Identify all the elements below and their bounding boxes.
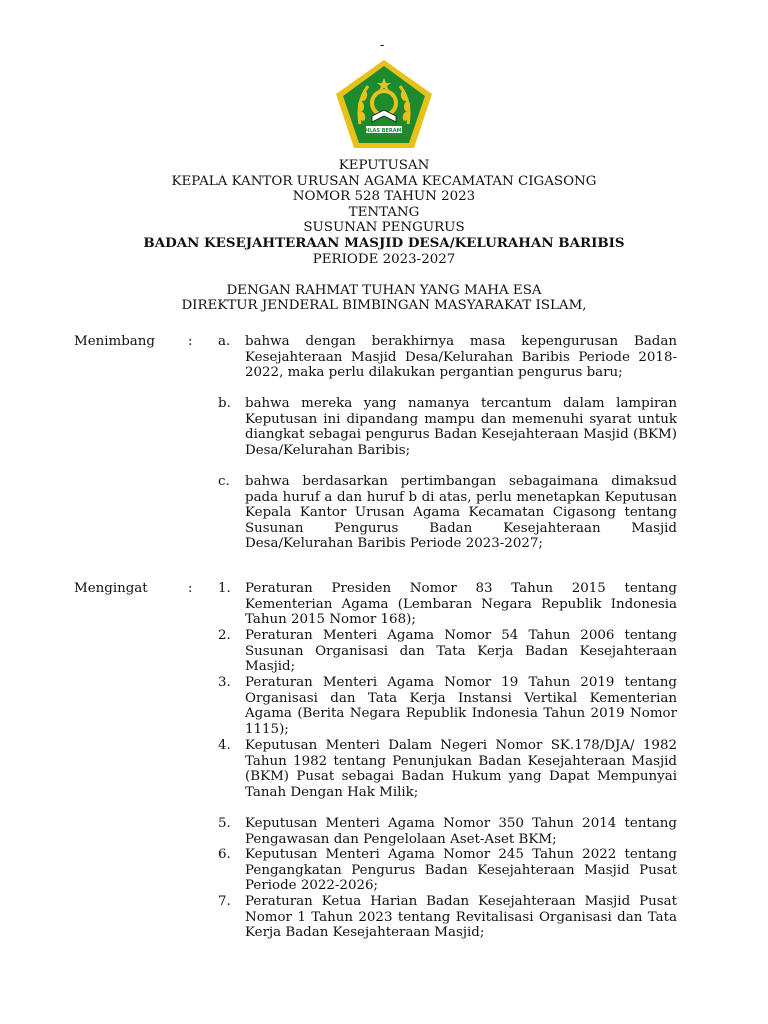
list-text: Keputusan Menteri Agama Nomor 350 Tahun 2014 tentang Pengawasan dan Pengelolaan Aset-Aset BKM; — [245, 816, 677, 847]
period: PERIODE 2023-2027 — [312, 251, 456, 267]
section-colon: : — [188, 581, 193, 596]
decree-number: NOMOR 528 TAHUN 2023 — [292, 189, 476, 205]
svg-text:IKHLAS BERAMAL: IKHLAS BERAMAL — [359, 128, 409, 134]
list-marker: b. — [218, 396, 231, 411]
list-text: Keputusan Menteri Dalam Negeri Nomor SK.178/DJA/ 1982 Tahun 1982 tentang Penunjukan Badan Kesejahteraan Masjid (BKM) Pusat sebagai Badan Hukum yang Dapat Mempunyai Tanah Dengan Hak Milik; — [245, 738, 677, 800]
top-mark: - — [380, 38, 385, 53]
decree-subject: SUSUNAN PENGURUS — [303, 220, 465, 236]
blessing-line: DENGAN RAHMAT TUHAN YANG MAHA ESA — [226, 282, 542, 298]
about-label: TENTANG — [348, 204, 420, 220]
list-text: Peraturan Presiden Nomor 83 Tahun 2015 tentang Kementerian Agama (Lembaran Negara Republik Indonesia Tahun 2015 Nomor 168); — [245, 581, 677, 628]
list-marker: a. — [218, 334, 231, 349]
list-marker: 7. — [218, 894, 231, 909]
issuing-office: KEPALA KANTOR URUSAN AGAMA KECAMATAN CIGASONG — [171, 173, 597, 189]
document-title: KEPUTUSAN — [338, 158, 430, 173]
list-marker: c. — [218, 474, 230, 489]
list-text: Peraturan Menteri Agama Nomor 19 Tahun 2019 tentang Organisasi dan Tata Kerja Instansi Vertikal Kementerian Agama (Berita Negara Republik Indonesia Tahun 2019 Nomor 1115); — [245, 675, 677, 737]
document-header — [0, 158, 768, 314]
section-label: Mengingat — [74, 581, 148, 596]
section-label: Menimbang — [74, 334, 155, 349]
list-text: bahwa dengan berakhirnya masa kepengurusan Badan Kesejahteraan Masjid Desa/Kelurahan Baribis Periode 2018-2022, maka perlu dilakukan pergantian pengurus baru; — [245, 334, 677, 381]
list-text: Peraturan Menteri Agama Nomor 54 Tahun 2006 tentang Susunan Organisasi dan Tata Kerja Badan Kesejahteraan Masjid; — [245, 628, 677, 675]
list-marker: 6. — [218, 847, 231, 862]
list-text: Keputusan Menteri Agama Nomor 245 Tahun 2022 tentang Pengangkatan Pengurus Badan Kesejahteraan Masjid Pusat Periode 2022-2026; — [245, 847, 677, 894]
list-text: bahwa mereka yang namanya tercantum dalam lampiran Keputusan ini dipandang mampu dan memenuhi syarat untuk diangkat sebagai pengurus Badan Kesejahteraan Masjid (BKM) Desa/Kelurahan Baribis; — [245, 396, 677, 458]
ministry-emblem-logo — [334, 58, 434, 150]
list-text: Peraturan Ketua Harian Badan Kesejahteraan Masjid Pusat Nomor 1 Tahun 2023 tentang Revitalisasi Organisasi dan Tata Kerja Badan Kesejahteraan Masjid; — [245, 894, 677, 941]
section-colon: : — [188, 334, 193, 349]
list-text: bahwa berdasarkan pertimbangan sebagaimana dimaksud pada huruf a dan huruf b di atas, perlu menetapkan Keputusan Kepala Kantor Urusan Agama Kecamatan Cigasong tentang Susunan Pengurus Badan Kesejahteraan Masjid Desa/Kelurahan Baribis Periode 2023-2027; — [245, 474, 677, 552]
list-marker: 1. — [218, 581, 231, 596]
list-marker: 5. — [218, 816, 231, 831]
issuing-official: DIREKTUR JENDERAL BIMBINGAN MASYARAKAT ISLAM, — [181, 298, 587, 314]
list-marker: 3. — [218, 675, 231, 690]
list-marker: 2. — [218, 628, 231, 643]
organization-name: BADAN KESEJAHTERAAN MASJID DESA/KELURAHAN BARIBIS — [143, 234, 625, 251]
list-marker: 4. — [218, 738, 231, 753]
